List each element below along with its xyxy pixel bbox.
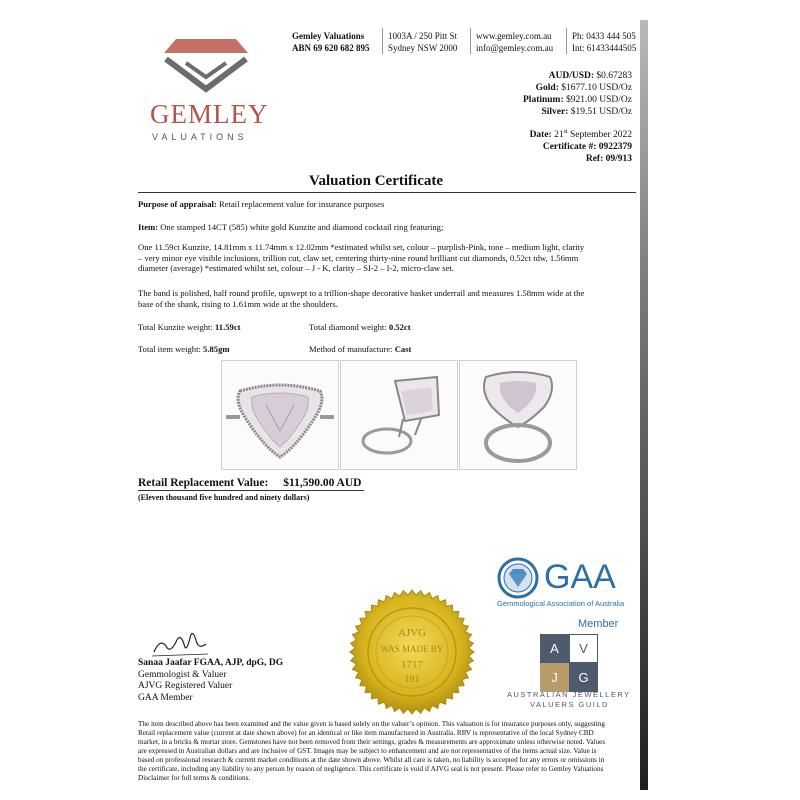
- address-line-1: 1003A / 250 Pitt St: [388, 31, 458, 41]
- item-line: [138, 222, 443, 233]
- certificate-label: Certificate #:: [542, 142, 597, 153]
- valuer-role: Gemmologist & Valuer: [138, 669, 227, 680]
- seal-text-1: AJVG: [397, 627, 427, 639]
- disclaimer-line: market, in a bricks & mortar store. Gemstones have not been removed from their settings, grades & measurements are approximate unless otherwise noted. Values: [138, 738, 606, 746]
- ring-photo-side: [340, 360, 458, 470]
- kunzite-weight: [138, 322, 241, 333]
- diamond-weight: [309, 322, 411, 333]
- ajvg-logo: [540, 634, 598, 692]
- gold-value: $1677.10 USD/Oz: [561, 83, 632, 93]
- disclaimer-line: are expressed in Australian dollars and are inclusive of GST. Images may be subject to enhancement and are not representative of the items actual size. Value is: [138, 747, 597, 755]
- manufacture-method: [309, 344, 411, 355]
- decorative-side-bar: [640, 20, 648, 790]
- date-rest: September 2022: [569, 130, 632, 141]
- metal-rates: [523, 70, 632, 118]
- gaa-member-label: Member: [578, 618, 619, 630]
- ajvg-name-line2: VALUERS GUILD: [530, 700, 609, 709]
- item-label: Item:: [138, 222, 159, 232]
- ajvg-tile-v: V: [569, 634, 598, 663]
- ring-top-view-image: [222, 361, 338, 469]
- seal-icon: [348, 588, 476, 716]
- date-suffix: st: [563, 129, 568, 135]
- certificate-number: 0922379: [598, 142, 632, 153]
- description-paragraph-1: [138, 242, 638, 274]
- kunzite-weight-value: 11.59ct: [214, 322, 241, 332]
- ajvg-name-line1: AUSTRALIAN JEWELLERY: [507, 690, 631, 699]
- seal-text-3: 1717: [401, 659, 423, 671]
- logo-subtitle: VALUATIONS: [152, 132, 248, 142]
- company-name: Gemley Valuations: [292, 31, 365, 41]
- silver-label: Silver:: [541, 107, 569, 117]
- gaa-letters: GAA: [544, 558, 616, 596]
- gold-label: Gold:: [535, 83, 559, 93]
- header-address: [388, 30, 457, 54]
- diamond-weight-label: Total diamond weight:: [309, 322, 387, 332]
- ajvg-gold-seal: [348, 588, 476, 721]
- ring-back-view-image: [460, 361, 576, 469]
- phone-number: Ph: 0433 444 505: [572, 31, 636, 41]
- item-value: One stamped 14CT (585) white gold Kunzite and diamond cocktail ring featuring;: [160, 222, 444, 232]
- para1-line: diameter (average) *estimated whilst set, colour – J - K, clarity – SI-2 – I-2, micro-claw set.: [138, 263, 454, 273]
- header-divider: [470, 28, 471, 54]
- ajvg-tile-g: G: [569, 663, 598, 692]
- header-phone: [572, 30, 636, 54]
- date-label: Date:: [529, 130, 552, 141]
- value-rule: [138, 490, 364, 491]
- ajvg-tile-a: A: [540, 634, 569, 663]
- aud-usd-value: $0.67283: [596, 71, 632, 81]
- item-weight-label: Total item weight:: [138, 344, 201, 354]
- gemley-logo: [162, 35, 250, 98]
- gaa-emblem-icon: [497, 557, 539, 599]
- handwritten-signature-icon: [150, 624, 210, 660]
- header-company: [292, 30, 370, 54]
- value-in-words: (Eleven thousand five hundred and ninety dollars): [138, 493, 310, 502]
- item-weight: [138, 344, 230, 355]
- para1-line: – very minor eye visible inclusions, trillion cut, claw set, centering thirty-nine round brilliant cut diamonds, 0.52ct tdw, 1.56mm: [138, 252, 579, 263]
- purpose-label: Purpose of appraisal:: [138, 199, 217, 209]
- valuer-details: [138, 658, 283, 704]
- platinum-value: $921.00 USD/Oz: [566, 95, 632, 105]
- intl-phone-number: Int: 61433444505: [572, 43, 637, 53]
- method-value: Cast: [394, 344, 412, 354]
- ring-side-view-image: [341, 361, 457, 469]
- email-link[interactable]: info@gemley.com.au: [476, 43, 554, 53]
- retail-value: [138, 477, 361, 489]
- ring-photo-top: [221, 360, 339, 470]
- header-divider: [566, 28, 567, 54]
- company-abn: ABN 69 620 682 895: [292, 43, 370, 53]
- disclaimer-line: Disclaimer for full terms & conditions.: [138, 774, 251, 782]
- retail-value-label: Retail Replacement Value:: [138, 477, 269, 489]
- disclaimer-line: based on professional research & current market conditions at the date shown above. Whilst all care is taken, no liability is accepted for any errors or omissions in: [138, 756, 605, 764]
- disclaimer-line: the certificate, including any liability to any person by reason of negligence. This certificate is void if AJVG seal is not present. Please refer to Gemley Valuations: [138, 765, 604, 773]
- diamond-weight-value: 0.52ct: [388, 322, 411, 332]
- address-line-2: Sydney NSW 2000: [388, 43, 458, 53]
- header-web: [476, 30, 553, 54]
- ring-photo-back: [459, 360, 577, 470]
- logo-wordmark: GEMLEY: [150, 99, 269, 129]
- date-day: 21: [554, 130, 564, 141]
- gem-logo-icon: [162, 35, 250, 93]
- disclaimer-line: The item described above has been examined and the value given is based solely on the valuer’s opinion. This valuation is for insurance purposes only, suggesting: [138, 720, 605, 728]
- para2-line: base of the shank, rising to 1.61mm wide at the shoulders.: [138, 298, 338, 309]
- certificate-title: Valuation Certificate: [309, 173, 444, 189]
- gaa-full-name: Gemmological Association of Australia: [497, 599, 625, 608]
- seal-text-4: 191: [404, 674, 420, 685]
- platinum-label: Platinum:: [523, 95, 564, 105]
- purpose-line: [138, 199, 384, 210]
- disclaimer: [138, 720, 643, 783]
- seal-text-2: WAS MADE BY: [380, 644, 444, 654]
- disclaimer-line: Retail replacement value (current at date shown above) for an identical or like item manufactured in Australia. RRV is representative of the local Sydney CBD: [138, 729, 594, 737]
- para2-line: The band is polished, half round profile, upswept to a trillion-shape decorative basket underrail and measures 1.58mm wide at the: [138, 288, 585, 298]
- valuer-role: AJVG Registered Valuer: [138, 681, 233, 691]
- certificate-meta: [530, 126, 632, 165]
- retail-value-amount: $11,590.00 AUD: [283, 477, 362, 489]
- aud-usd-label: AUD/USD:: [548, 71, 594, 81]
- method-label: Method of manufacture:: [309, 344, 393, 354]
- ref-label: Ref:: [585, 154, 604, 165]
- title-rule: [138, 192, 636, 193]
- header-divider: [382, 28, 383, 54]
- valuer-name: Sanaa Jaafar FGAA, AJP, dpG, DG: [138, 658, 284, 668]
- description-paragraph-2: [138, 288, 638, 309]
- purpose-value: Retail replacement value for insurance purposes: [218, 199, 385, 209]
- ajvg-tile-j: J: [540, 663, 569, 692]
- item-weight-value: 5.85gm: [203, 344, 230, 354]
- valuer-role: GAA Member: [138, 692, 193, 703]
- gaa-logo: [497, 557, 539, 604]
- ref-number: 09/913: [605, 154, 632, 165]
- kunzite-weight-label: Total Kunzite weight:: [138, 322, 213, 332]
- website-link[interactable]: www.gemley.com.au: [476, 31, 552, 41]
- silver-value: $19.51 USD/Oz: [570, 107, 632, 117]
- para1-line: One 11.59ct Kunzite, 14.81mm x 11.74mm x 12.02mm *estimated whilst set, colour – purplish-Pink, tone – medium light, clarity: [138, 242, 585, 252]
